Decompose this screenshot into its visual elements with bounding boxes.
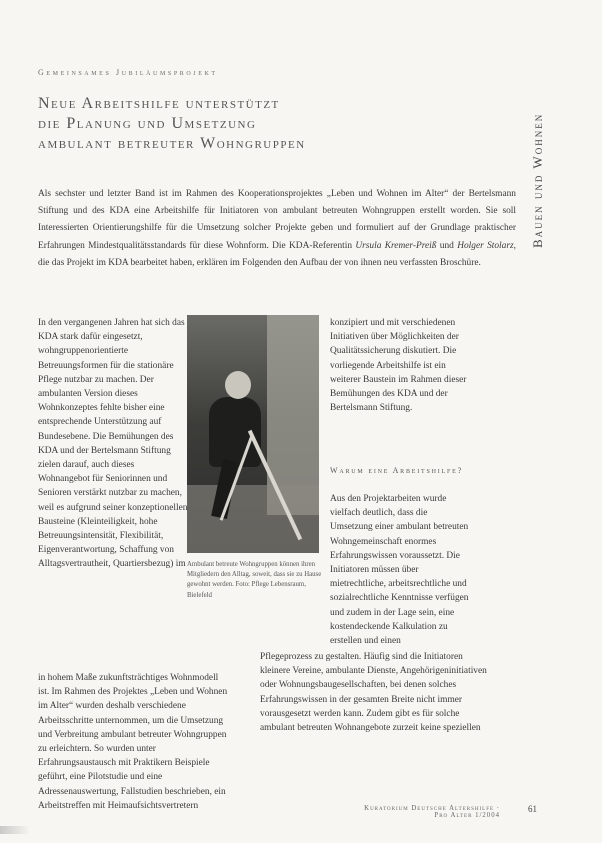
body-paragraph: Aus den Projektarbeiten wurde vielfach deutlich, dass die Umsetzung einer ambulant betreuten Wohngemeinschaft enormes Erfahrungswissen voraussetzt. Die Initiatoren müssen über mietrechtliche, arbeitsrechtliche und sozialrechtliche Kenntnisse verfügen und zudem in der Lage sein, eine kostendeckende Kalkulation zu erstellen und einen bbox=[330, 494, 469, 647]
page-number: 61 bbox=[528, 804, 537, 814]
body-column-1 bbox=[38, 316, 188, 572]
intro-text-2: und bbox=[436, 240, 458, 251]
section-kicker: Gemeinsames Jubiläumsprojekt bbox=[38, 68, 218, 77]
page-footer: Kuratorium Deutsche Altershilfe · Pro Alter 1/2004 bbox=[364, 805, 500, 819]
headline-line-2: die Planung und Umsetzung bbox=[38, 115, 257, 132]
intro-text-1: Als sechster und letzter Band ist im Rahmen des Kooperationsprojektes „Leben und Wohnen im Alter“ der Bertelsmann Stiftung und des KDA eine Arbeitshilfe für Initiatoren von ambulant betreuten Wohngruppen erstellt worden. Sie soll Interessierten Orientierungshilfe für die Umsetzung solcher Projekte geben und formuliert auf der Grundlage praktischer Erfahrungen Mindestqualitätsstandards für diese Wohnform. Die KDA-Referentin bbox=[38, 189, 516, 251]
body-paragraph: Pflegeprozess zu gestalten. Häufig sind die Initiatoren kleinere Vereine, ambulante Dienste, Angehörigeninitiativen oder Wohnungsbaugesellschaften, bei denen solches Erfahrungswissen in der gesamten Breite nicht immer vorausgesetzt werden kann. Zudem gibt es für solche ambulant betreuten Wohnangebote zurzeit keine speziellen bbox=[260, 652, 487, 734]
section-side-tab: Bauen und Wohnen bbox=[530, 112, 545, 248]
headline-line-1: Neue Arbeitshilfe unterstützt bbox=[38, 95, 280, 112]
body-column-3-wide bbox=[260, 650, 488, 735]
body-column-3 bbox=[330, 316, 470, 415]
intro-author-2: Holger Stolarz bbox=[457, 240, 514, 251]
article-intro bbox=[38, 186, 516, 272]
scan-artifact bbox=[0, 826, 30, 834]
intro-author-1: Ursula Kremer-Preiß bbox=[355, 240, 437, 251]
body-paragraph: konzipiert und mit verschiedenen Initiativen über Möglichkeiten der Qualitätssicherung diskutiert. Die vorliegende Arbeitshilfe ist ein weiterer Baustein im Rahmen dieser Bemühungen des KDA und der Bertelsmann Stiftung. bbox=[330, 318, 467, 414]
article-photo bbox=[187, 315, 319, 553]
body-paragraph: in hohem Maße zukunftsträchtiges Wohnmodell ist. Im Rahmen des Projektes „Leben und Wohnen im Alter“ wurden deshalb verschiedene Arbeitsschritte unternommen, um die Umsetzung und Verbreitung ambulant betreuter Wohngruppen zu erleichtern. So wurden unter Erfahrungsaustausch mit Praktikern Beispiele geführt, eine Pilotstudie und eine Adressenauswertung, Fallstudien beschrieben, ein Arbeitstreffen mit Heimaufsichtsvertretern bbox=[38, 673, 228, 811]
body-column-3-continued bbox=[330, 492, 470, 648]
section-subhead: Warum eine Arbeitshilfe? bbox=[330, 466, 463, 475]
body-paragraph: In den vergangenen Jahren hat sich das KDA stark dafür eingesetzt, wohngruppenorientierte Betreuungsformen für die stationäre Pflege nutzbar zu machen. Der ambulanten Version dieses Wohnkonzeptes fehlte bisher eine entsprechende Unterstützung auf Bundesebene. Die Bemühungen des KDA und der Bertelsmann Stiftung zielen darauf, auch dieses Wohnangebot für Seniorinnen und Senioren verstärkt nutzbar zu machen, weil es aufgrund seiner konzeptionellen Bausteine (Kleinteiligkeit, hohe Betreuungsintensität, Flexibilität, Eigenverantwortung, Schaffung von Alltagsvertrautheit, Quartiersbezug) im bbox=[38, 318, 188, 570]
article-headline bbox=[38, 94, 458, 154]
headline-line-3: ambulant betreuter Wohngruppen bbox=[38, 135, 306, 152]
photo-caption: Ambulant betreute Wohngruppen können ihren Mitgliedern den Alltag, soweit, dass sie zu Hause gewohnt werden. Foto: Pflege Lebensraum, Bielefeld bbox=[187, 561, 322, 599]
intro-text-3: , die das Projekt im KDA bearbeitet haben, erklären im Folgenden den Aufbau der von ihnen neu verfassten Broschüre. bbox=[38, 240, 516, 268]
